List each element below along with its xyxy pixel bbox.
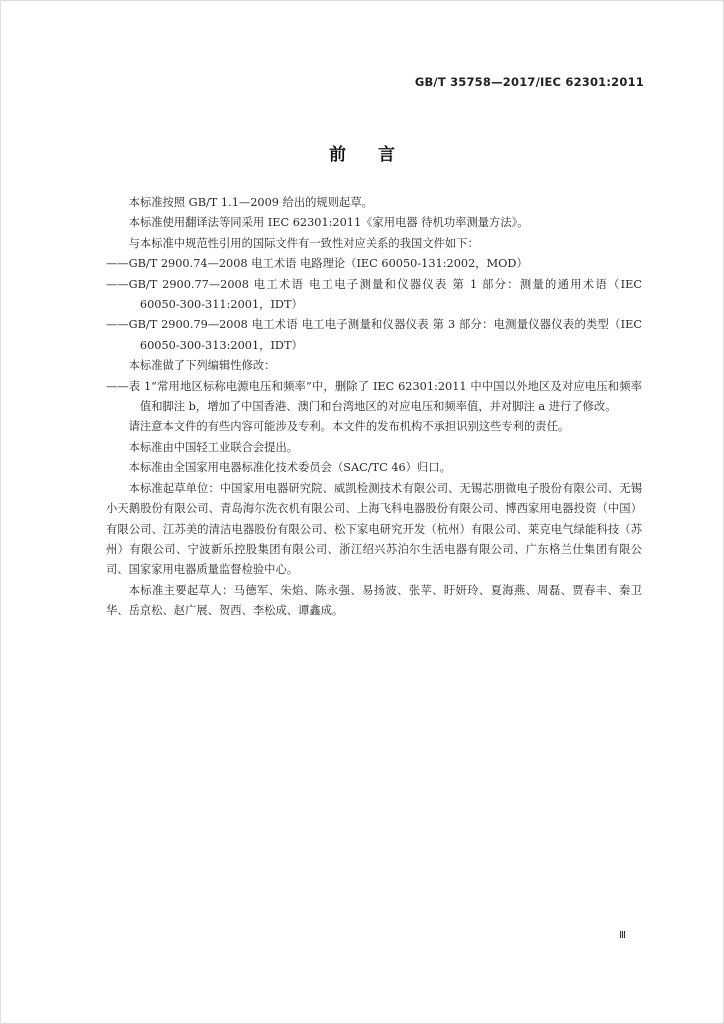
reference-item-2: ——GB/T 2900.77—2008 电工术语 电工电子测量和仪器仪表 第 1 部分：测量的通用术语（IEC 60050-300-311:2001，IDT） <box>106 277 642 312</box>
paragraph-patent-notice: 请注意本文件的有些内容可能涉及专利。本文件的发布机构不承担识别这些专利的责任。 <box>128 420 570 434</box>
reference-item-1: ——GB/T 2900.74—2008 电工术语 电路理论（IEC 60050-131:2002，MOD） <box>106 257 528 271</box>
paragraph-references-intro: 与本标准中规范性引用的国际文件有一致性对应关系的我国文件如下： <box>128 236 479 250</box>
paragraph-proposer: 本标准由中国轻工业联合会提出。 <box>128 440 299 454</box>
edit-item-1: ——表 1“常用地区标称电源电压和频率”中，删除了 IEC 62301:2011 中中国以外地区及对应电压和频率值和脚注 b，增加了中国香港、澳门和台湾地区的对应电压和频率值，并对脚注 a 进行了修改。 <box>106 379 642 414</box>
paragraph-drafting-rules: 本标准按照 GB/T 1.1—2009 给出的规则起草。 <box>128 196 373 209</box>
foreword-body <box>106 193 642 622</box>
paragraph-drafters: 本标准主要起草人：马德军、朱焰、陈永强、易扬波、张苹、盱妍玲、夏海燕、周磊、贾春丰、秦卫华、岳京松、赵广展、贺西、李松成、谭鑫成。 <box>106 583 642 618</box>
standard-code-header: GB/T 35758—2017/IEC 62301:2011 <box>414 75 644 89</box>
paragraph-technical-committee: 本标准由全国家用电器标准化技术委员会（SAC/TC 46）归口。 <box>128 461 451 475</box>
page-title: 前言 <box>329 145 427 165</box>
paragraph-adoption: 本标准使用翻译法等同采用 IEC 62301:2011《家用电器 待机功率测量方法》。 <box>128 216 529 230</box>
paragraph-edits-intro: 本标准做了下列编辑性修改： <box>128 359 276 373</box>
reference-item-3: ——GB/T 2900.79—2008 电工术语 电工电子测量和仪器仪表 第 3 部分：电测量仪器仪表的类型（IEC 60050-300-313:2001，IDT） <box>106 318 642 352</box>
paragraph-drafting-organizations: 本标准起草单位：中国家用电器研究院、威凯检测技术有限公司、无锡芯朋微电子股份有限公司、无锡小天鹅股份有限公司、青岛海尔洗衣机有限公司、上海飞科电器股份有限公司、博西家用电器投资（中国）有限公司、江苏美的清洁电器股份有限公司、松下家电研究开发（杭州）有限公司、莱克电气绿能科技（苏州）有限公司、宁波新乐控股集团有限公司、浙江绍兴苏泊尔生活电器有限公司、广东格兰仕集团有限公司、国家家用电器质量监督检验中心。 <box>106 481 642 577</box>
page-number: Ⅲ <box>619 930 626 941</box>
